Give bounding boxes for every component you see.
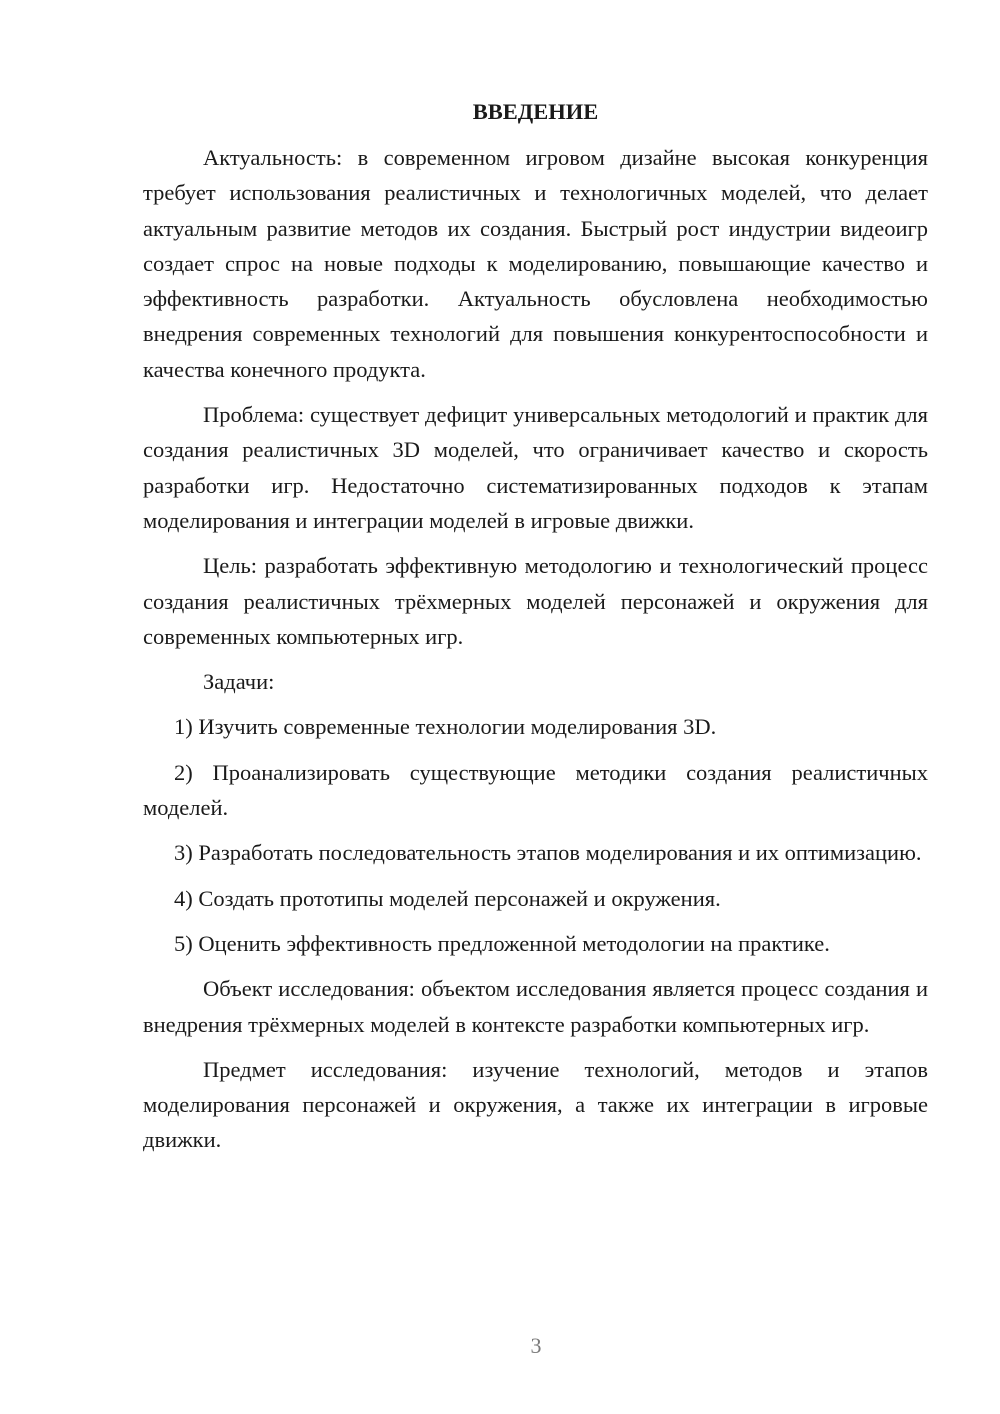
goal-paragraph: Цель: разработать эффективную методологию и технологический процесс создания реалистичных трёхмерных моделей персонажей и окружения для современных компьютерных игр. [143, 553, 928, 649]
section-heading: ВВЕДЕНИЕ [472, 99, 599, 124]
problem-paragraph: Проблема: существует дефицит универсальных методологий и практик для создания реалистичных 3D моделей, что ограничивает качество и скорость разработки игр. Недостаточно систематизированных подходов к этапам моделирования и интеграции моделей в игровые движки. [143, 402, 928, 533]
tasks-label: Задачи: [203, 669, 275, 695]
task-item: 4) Создать прототипы моделей персонажей и окружения. [174, 885, 721, 911]
task-item: 3) Разработать последовательность этапов моделирования и их оптимизацию. [174, 840, 922, 866]
task-item: 1) Изучить современные технологии моделирования 3D. [174, 714, 717, 740]
relevance-paragraph: Актуальность: в современном игровом дизайне высокая конкуренция требует использования реалистичных и технологичных моделей, что делает актуальным развитие методов их создания. Быстрый рост индустрии видеоигр создает спрос на новые подходы к моделированию, повышающие качество и эффективность разработки. Актуальность обусловлена необходимостью внедрения современных технологий для повышения конкурентоспособности и качества конечного продукта. [143, 145, 928, 382]
tasks-list [143, 709, 928, 961]
document-page [143, 94, 928, 1168]
task-item: 5) Оценить эффективность предложенной методологии на практике. [174, 930, 830, 956]
page-number: 3 [530, 1333, 542, 1358]
subject-paragraph: Предмет исследования: изучение технологий, методов и этапов моделирования персонажей и окружения, а также их интеграции в игровые движки. [143, 1056, 928, 1153]
object-paragraph: Объект исследования: объектом исследования является процесс создания и внедрения трёхмерных моделей в контексте разработки компьютерных игр. [143, 976, 928, 1037]
task-item: 2) Проанализировать существующие методики создания реалистичных моделей. [143, 759, 928, 821]
